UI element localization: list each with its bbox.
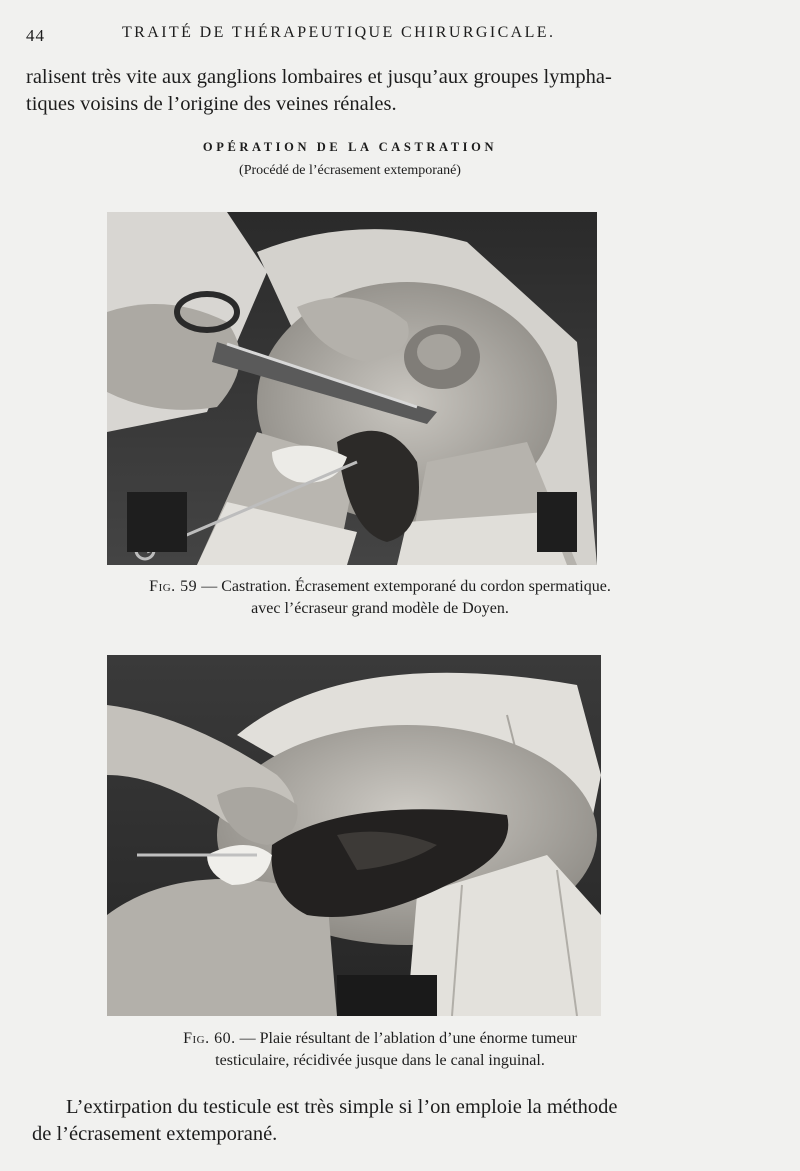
figure-59-caption: [60, 576, 700, 620]
section-subtitle: (Procédé de l’écrasement extemporané): [239, 163, 461, 178]
running-title: TRAITÉ DE THÉRAPEUTIQUE CHIRURGICALE.: [122, 24, 556, 41]
section-title: OPÉRATION DE LA CASTRATION: [202, 140, 498, 154]
figure-59-caption-text-1: — Castration. Écrasement extemporané du cordon spermatique.: [197, 578, 611, 595]
figure-60-caption-text-1: — Plaie résultant de l’ablation d’une énorme tumeur: [235, 1030, 577, 1047]
figure-60-photo: [107, 655, 601, 1016]
figure-60-caption-line-2: testiculaire, récidivée jusque dans le canal inguinal.: [215, 1052, 545, 1069]
paragraph-bottom-line-2: de l’écrasement extemporané.: [32, 1123, 278, 1145]
figure-59-photo: [107, 212, 597, 565]
figure-59-caption-line-1: [60, 576, 700, 598]
paragraph-bottom: [32, 1094, 732, 1148]
figure-60-illustration: [107, 655, 601, 1016]
figure-59-illustration: [107, 212, 597, 565]
figure-60-label: Fig. 60.: [183, 1030, 236, 1047]
paragraph-top: [26, 64, 726, 118]
paragraph-bottom-line-1: L’extirpation du testicule est très simple si l’on emploie la méthode: [66, 1096, 618, 1118]
figure-60-caption: [60, 1028, 700, 1072]
paragraph-top-line-1: ralisent très vite aux ganglions lombaires et jusqu’aux groupes lympha-: [26, 66, 612, 88]
figure-59-caption-line-2: avec l’écraseur grand modèle de Doyen.: [251, 600, 509, 617]
figure-60-caption-line-1: [60, 1028, 700, 1050]
paragraph-top-line-2: tiques voisins de l’origine des veines rénales.: [26, 93, 397, 115]
figure-59-label: Fig. 59: [149, 578, 198, 595]
page-number: 44: [26, 26, 45, 45]
